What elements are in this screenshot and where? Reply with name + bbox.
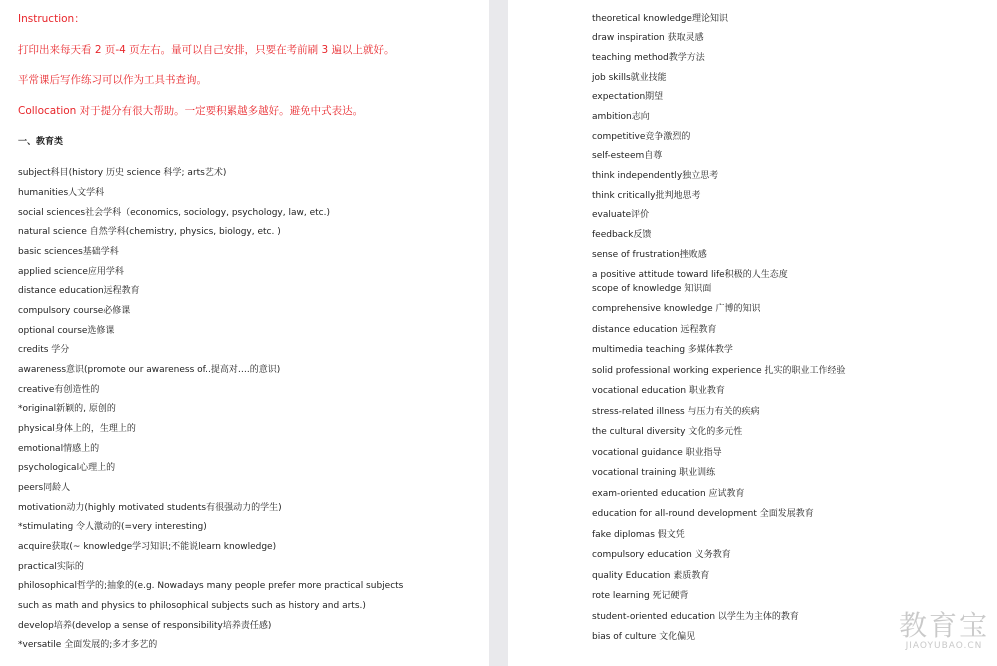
vocab-item: applied science应用学科 [18, 267, 124, 277]
vocab-item: acquire获取(~ knowledge学习知识;不能说learn knowledge) [18, 542, 277, 552]
vocab-item: optional course选修课 [18, 326, 115, 336]
vocab-item: physical身体上的，生理上的 [18, 424, 136, 434]
vocab-item: a positive attitude toward life积极的人生态度 [592, 270, 788, 280]
vocab-item: teaching method教学方法 [592, 53, 705, 63]
vocab-item: think critically批判地思考 [592, 191, 701, 201]
vocab-item: creative有创造性的 [18, 385, 100, 395]
watermark-text: 教育宝 [898, 609, 989, 642]
instruction-line: Collocation 对于提分有很大帮助。一定要积累越多越好。避免中式表达。 [18, 105, 364, 117]
document-page-right [508, 0, 997, 666]
vocab-item: subject科目(history 历史 science 科学; arts艺术) [18, 168, 227, 178]
vocab-item: bias of culture 文化偏见 [592, 632, 696, 642]
vocab-item: *versatile 全面发展的;多才多艺的 [18, 640, 158, 650]
vocab-item: awareness意识(promote our awareness of..提高对….的意识) [18, 365, 281, 375]
vocab-item: practical实际的 [18, 562, 84, 572]
vocab-item: *original新颖的, 原创的 [18, 404, 116, 414]
vocab-item: compulsory course必修课 [18, 306, 131, 316]
document-page-left [0, 0, 489, 666]
vocab-item: philosophical哲学的;抽象的(e.g. Nowadays many people prefer more practical subjects [18, 581, 404, 591]
instruction-line: 打印出来每天看 2 页-4 页左右。量可以自己安排，只要在考前刷 3 遍以上就好。 [18, 44, 395, 56]
vocab-item: ambition志向 [592, 112, 650, 122]
vocab-item: psychological心理上的 [18, 463, 116, 473]
vocab-item: compulsory education 义务教育 [592, 550, 731, 560]
vocab-item: fake diplomas 假文凭 [592, 530, 685, 540]
vocab-item: competitive竞争激烈的 [592, 132, 691, 142]
vocab-item: the cultural diversity 文化的多元性 [592, 427, 743, 437]
vocab-item: basic sciences基础学科 [18, 247, 119, 257]
vocab-item: expectation期望 [592, 92, 664, 102]
vocab-item: emotional情感上的 [18, 444, 100, 454]
vocab-item: draw inspiration 获取灵感 [592, 33, 704, 43]
vocab-item: theoretical knowledge理论知识 [592, 14, 728, 24]
vocab-item: humanities人文学科 [18, 188, 105, 198]
vocab-item: *stimulating 令人激动的(=very interesting) [18, 522, 207, 532]
instruction-line: 平常课后写作练习可以作为工具书查询。 [18, 74, 207, 86]
vocab-item: vocational guidance 职业指导 [592, 448, 722, 458]
vocab-item: job skills就业技能 [592, 73, 667, 83]
vocab-item: multimedia teaching 多媒体教学 [592, 345, 733, 355]
vocab-item: such as math and physics to philosophical subjects such as history and arts.) [18, 601, 366, 611]
vocab-item: develop培养(develop a sense of responsibility培养责任感) [18, 621, 272, 631]
vocab-item: peers同龄人 [18, 483, 71, 493]
vocab-item: education for all-round development 全面发展教育 [592, 509, 814, 519]
vocab-item: credits 学分 [18, 345, 70, 355]
instruction-heading: Instruction： [18, 13, 85, 25]
vocab-item: feedback反馈 [592, 230, 652, 240]
section-title: 一、教育类 [18, 137, 64, 147]
vocab-item: distance education 远程教育 [592, 325, 717, 335]
vocab-item: sense of frustration挫败感 [592, 250, 707, 260]
vocab-item: student-oriented education 以学生为主体的教育 [592, 612, 799, 622]
vocab-item: natural science 自然学科(chemistry, physics, biology, etc. ) [18, 227, 281, 237]
vocab-item: vocational education 职业教育 [592, 386, 725, 396]
watermark-url: JIAOYUBAO.CN [905, 641, 983, 651]
vocab-item: solid professional working experience 扎实的职业工作经验 [592, 366, 846, 376]
vocab-item: stress-related illness 与压力有关的疾病 [592, 407, 760, 417]
vocab-item: social sciences社会学科（economics, sociology, psychology, law, etc.) [18, 208, 330, 218]
vocab-item: rote learning 死记硬背 [592, 591, 689, 601]
vocab-item: evaluate评价 [592, 210, 650, 220]
vocab-item: distance education远程教育 [18, 286, 140, 296]
vocab-item: exam-oriented education 应试教育 [592, 489, 745, 499]
vocab-item: vocational training 职业训练 [592, 468, 716, 478]
vocab-item: scope of knowledge 知识面 [592, 284, 712, 294]
watermark-logo [899, 611, 989, 652]
vocab-item: think independently独立思考 [592, 171, 719, 181]
vocab-item: comprehensive knowledge 广博的知识 [592, 304, 761, 314]
vocab-item: quality Education 素质教育 [592, 571, 710, 581]
vocab-item: motivation动力(highly motivated students有很强动力的学生) [18, 503, 282, 513]
vocab-item: self-esteem自尊 [592, 151, 663, 161]
